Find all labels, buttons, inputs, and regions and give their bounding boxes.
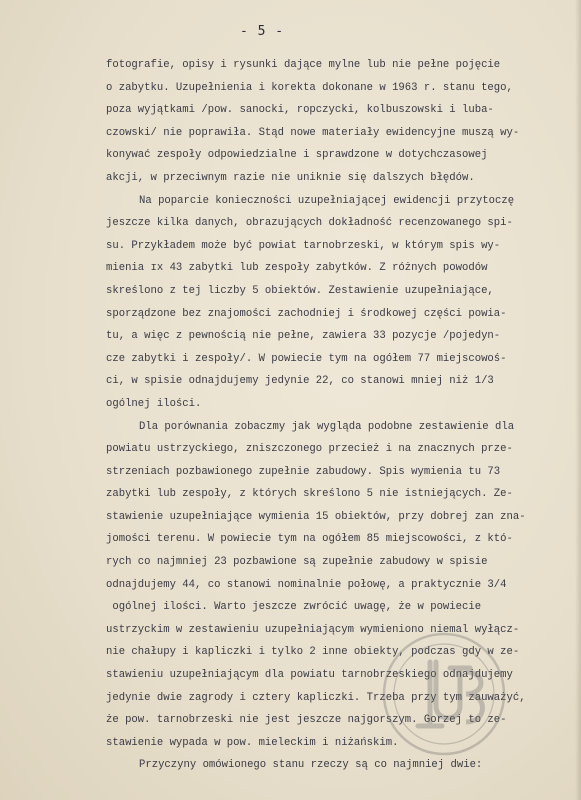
- text-line: Przyczyny omówionego stanu rzeczy są co najmniej dwie:: [139, 759, 483, 772]
- text-line: stawienie wypada w pow. mieleckim i niżańskim.: [106, 736, 399, 749]
- stamp-letter-b: [466, 672, 483, 722]
- text-line: jeszcze kilka danych, obrazujących dokładność recenzowanego spi-: [106, 217, 513, 230]
- text-line: stawieniu uzupełniającym dla powiatu tarnobrzeskiego odnajdujemy: [106, 669, 513, 682]
- text-line: ustrzyckim w zestawieniu uzupełniającym wymieniono niemal wyłącz-: [106, 623, 520, 636]
- text-line: konywać zespoły odpowiedzialne i sprawdzone w dotychczasowej: [106, 149, 488, 162]
- text-line: akcji, w przeciwnym razie nie uniknie się dalszych błędów.: [106, 171, 475, 184]
- text-line: sporządzone bez znajomości zachodniej i środkowej części powia-: [106, 307, 507, 320]
- text-line: czowski/ nie poprawiła. Stąd nowe materiały ewidencyjne muszą wy-: [106, 126, 520, 139]
- text-line: rych co najmniej 23 pozbawione są zupełnie zabudowy w spisie: [106, 556, 488, 569]
- text-line: nie chałupy i kapliczki i tylko 2 inne obiekty, podczas gdy w ze-: [106, 646, 520, 659]
- library-stamp: [378, 628, 510, 760]
- text-line: ci, w spisie odnajdujemy jedynie 22, co stanowi mniej niż 1/3: [106, 375, 494, 388]
- text-line: że pow. tarnobrzeski nie jest jeszcze najgorszym. Gorzej to ze-: [106, 714, 507, 727]
- stamp-inner-ring: [394, 644, 494, 744]
- text-line: cze zabytki i zespoły/. W powiecie tym na ogółem 77 miejscowoś-: [106, 352, 507, 365]
- text-line: tu, a więc z pewnością nie pełne, zawiera 33 pozycje /pojedyn-: [106, 330, 501, 343]
- text-line: jedynie dwie zagrody i cztery kapliczki. Trzeba przy tym zauważyć,: [106, 691, 526, 704]
- stamp-monogram: [418, 662, 470, 726]
- text-line: jomości terenu. W powiecie tym na ogółem 85 miejscowości, z któ-: [106, 533, 513, 546]
- stamp-outer-ring: [384, 634, 504, 754]
- text-line: Na poparcie konieczności uzupełniającej ewidencji przytoczę: [139, 194, 515, 207]
- text-line: fotografie, opisy i rysunki dające mylne lub nie pełne pojęcie: [106, 59, 501, 71]
- text-line: ogólnej ilości. Warto jeszcze zwrócić uwagę, że w powiecie: [106, 601, 482, 614]
- text-line: powiatu ustrzyckiego, zniszczonego przecież i na znacznych prze-: [106, 443, 513, 456]
- page-number: - 5 -: [240, 24, 285, 39]
- text-line: skreślono z tej liczby 5 obiektów. Zestawienie uzupełniające,: [106, 284, 494, 297]
- text-line: mienia ɪx 43 zabytki lub zespoły zabytków. Z różnych powodów: [106, 262, 488, 275]
- text-line: Dla porównania zobaczmy jak wygląda podobne zestawienie dla: [139, 420, 515, 433]
- text-line: poza wyjątkami /pow. sanocki, ropczycki, kolbuszowski i luba-: [106, 104, 494, 117]
- text-line: odnajdujemy 44, co stanowi nominalnie połowę, a praktycznie 3/4: [106, 578, 507, 591]
- text-line: zabytki lub zespoły, z których skreślono 5 nie istniejących. Ze-: [106, 488, 513, 501]
- text-line: o zabytku. Uzupełnienia i korekta dokonane w 1963 r. stanu tego,: [106, 81, 513, 94]
- text-line: strzeniach pozbawionego zupełnie zabudowy. Spis wymienia tu 73: [106, 465, 501, 478]
- text-line: su. Przykładem może być powiat tarnobrzeski, w którym spis wy-: [106, 239, 501, 252]
- text-line: stawienie uzupełniające wymienia 15 obiektów, przy dobrej zan zna-: [106, 510, 526, 523]
- text-line: ogólnej ilości.: [106, 397, 202, 410]
